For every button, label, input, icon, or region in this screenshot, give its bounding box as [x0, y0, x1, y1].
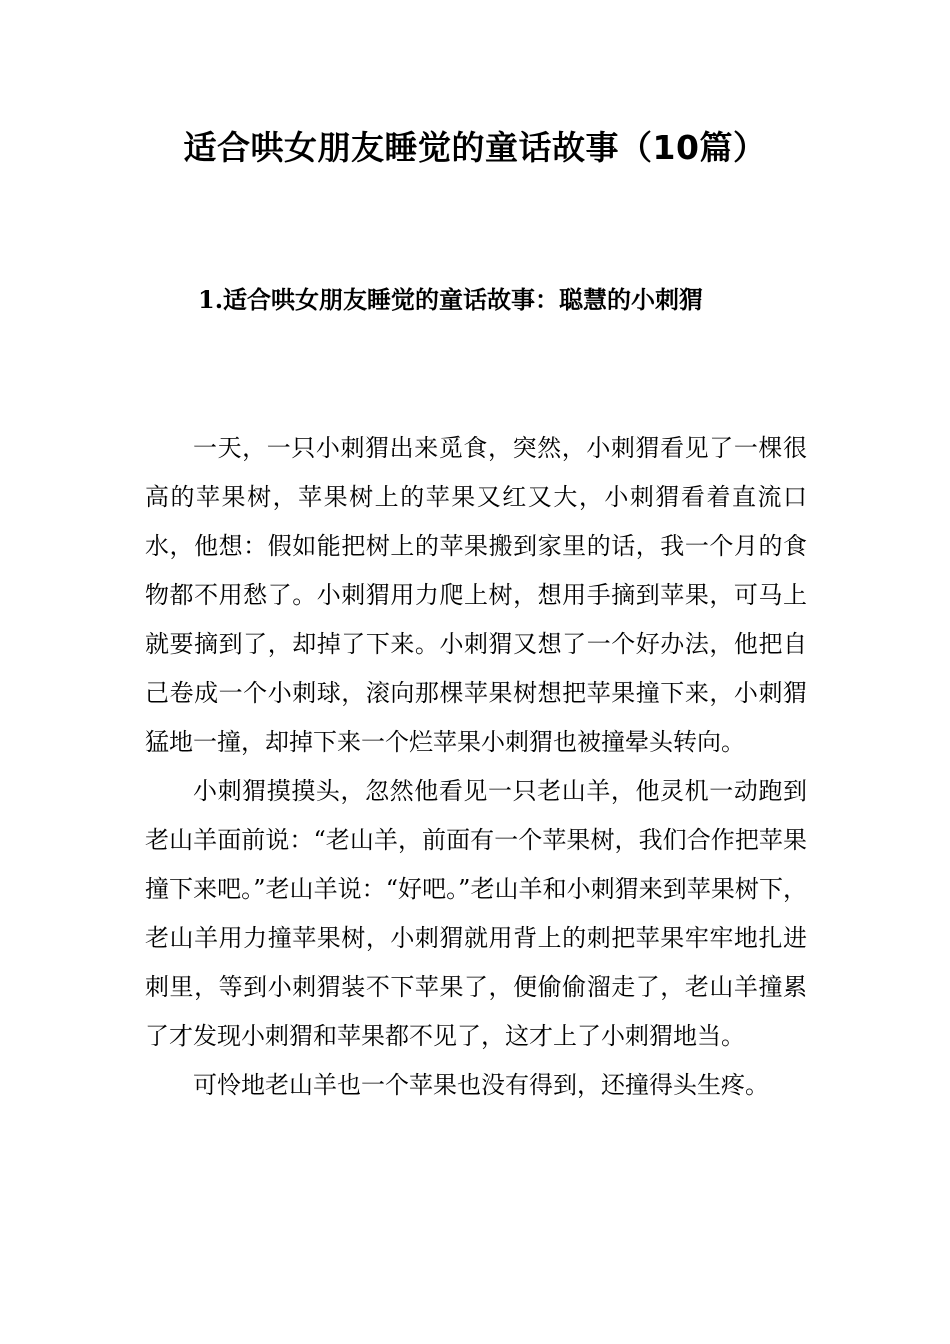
story-body: [145, 424, 807, 1110]
story-paragraph-3: 可怜地老山羊也一个苹果也没有得到，还撞得头生疼。: [193, 1071, 769, 1099]
document-title: 适合哄女朋友睡觉的童话故事（10篇）: [183, 128, 767, 167]
section-heading: 1.适合哄女朋友睡觉的童话故事：聪慧的小刺猬: [198, 285, 704, 314]
story-paragraph-2: 小刺猬摸摸头，忽然他看见一只老山羊，他灵机一动跑到老山羊面前说：“老山羊，前面有一个苹果树，我们合作把苹果撞下来吧。”老山羊说：“好吧。”老山羊和小刺猬来到苹果树下，老山羊用力撞苹果树，小刺猬就用背上的刺把苹果牢牢地扎进刺里，等到小刺猬装不下苹果了，便偷偷溜走了，老山羊撞累了才发现小刺猬和苹果都不见了，这才上了小刺猬地当。: [145, 777, 807, 1050]
story-paragraph-1: 一天，一只小刺猬出来觅食，突然，小刺猬看见了一棵很高的苹果树，苹果树上的苹果又红又大，小刺猬看着直流口水，他想：假如能把树上的苹果搬到家里的话，我一个月的食物都不用愁了。小刺猬用力爬上树，想用手摘到苹果，可马上就要摘到了，却掉了下来。小刺猬又想了一个好办法，他把自己卷成一个小刺球，滚向那棵苹果树想把苹果撞下来，小刺猬猛地一撞，却掉下来一个烂苹果小刺猬也被撞晕头转向。: [145, 434, 807, 756]
